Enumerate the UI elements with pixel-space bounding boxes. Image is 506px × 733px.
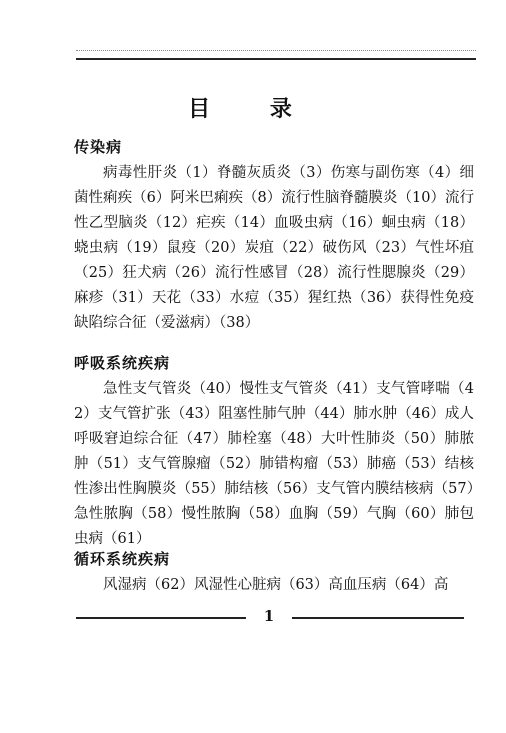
bottom-rule-right bbox=[292, 617, 464, 619]
section-heading: 传染病 bbox=[74, 138, 123, 156]
page-title: 目 录 bbox=[188, 97, 318, 122]
section-entries: 风湿病（62）风湿性心脏病（63）高血压病（64）高 bbox=[103, 577, 449, 593]
section-entries: 急性支气管炎（40）慢性支气管炎（41）支气管哮喘（42）支气管扩张（43）阻塞性肺气肿（44）肺水肿（46）成人呼吸窘迫综合征（47）肺栓塞（48）大叶性肺炎（50）肺脓肿（51）支气管腺瘤（52）肺错构瘤（53）肺癌（53）结核性渗出性胸膜炎（55）肺结核（56）支气管内膜结核病（57）急性脓胸（58）慢性脓胸（58）血胸（59）气胸（60）肺包虫病（61） bbox=[74, 381, 474, 547]
bottom-rule-left bbox=[76, 617, 246, 619]
section-respiratory-diseases bbox=[74, 352, 474, 552]
section-infectious-diseases bbox=[74, 136, 474, 336]
page-number: 1 bbox=[263, 607, 275, 625]
section-circulatory-diseases bbox=[74, 548, 474, 598]
section-heading: 呼吸系统疾病 bbox=[74, 354, 171, 372]
section-heading: 循环系统疾病 bbox=[74, 550, 171, 568]
top-dotted-rule bbox=[76, 50, 476, 57]
top-rule bbox=[76, 58, 476, 60]
section-entries: 病毒性肝炎（1）脊髓灰质炎（3）伤寒与副伤寒（4）细菌性痢疾（6）阿米巴痢疾（8）流行性脑脊髓膜炎（10）流行性乙型脑炎（12）疟疾（14）血吸虫病（16）蛔虫病（18）蛲虫病（19）鼠疫（20）炭疽（22）破伤风（23）气性坏疽（25）狂犬病（26）流行性感冒（28）流行性腮腺炎（29）麻疹（31）天花（33）水痘（35）猩红热（36）获得性免疫缺陷综合征（爱滋病）（38） bbox=[74, 165, 474, 331]
